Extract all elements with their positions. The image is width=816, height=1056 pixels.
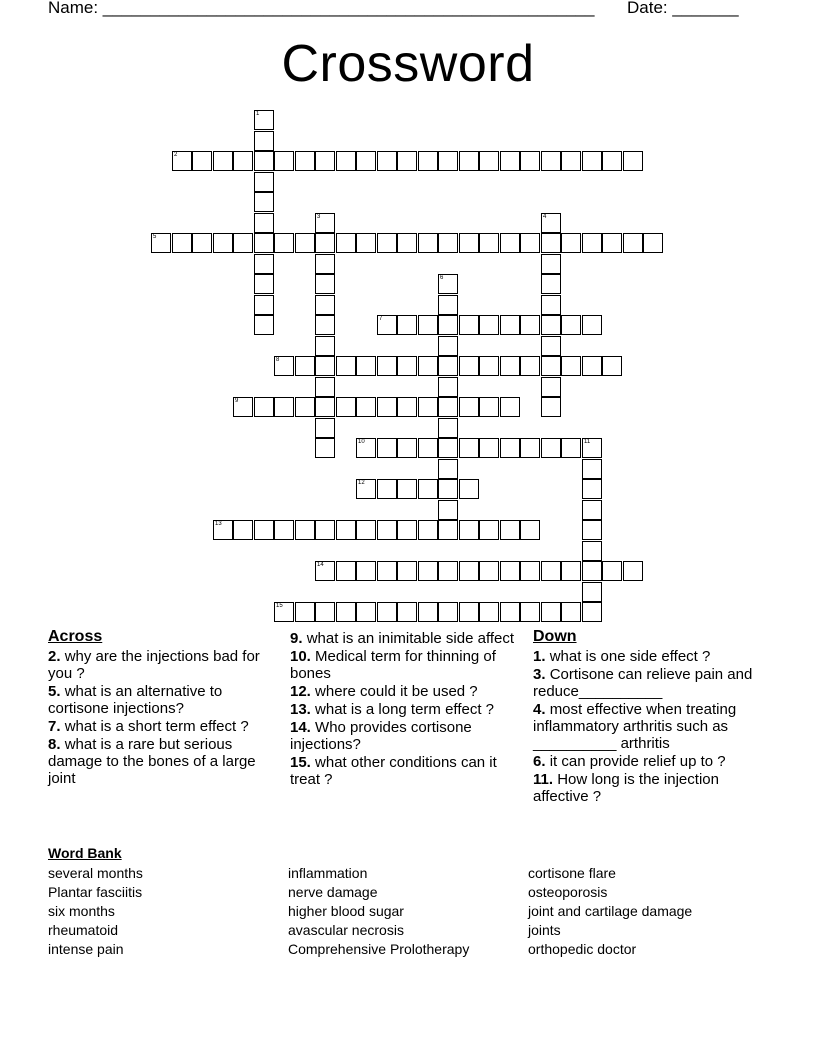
grid-cell[interactable] [582, 479, 602, 499]
clue-across-13: 13. what is a long term effect ? [290, 701, 495, 718]
grid-cell[interactable] [377, 233, 397, 253]
grid-cell[interactable] [582, 233, 602, 253]
grid-cell[interactable] [254, 274, 274, 294]
grid-cell[interactable] [397, 438, 417, 458]
clue-number: 15 [276, 603, 283, 609]
grid-cell[interactable] [459, 438, 479, 458]
grid-cell[interactable] [274, 233, 294, 253]
word-bank-item: intense pain [48, 941, 124, 957]
grid-cell[interactable] [274, 151, 294, 171]
clue-across-9: 9. what is an inimitable side affect [290, 630, 515, 647]
word-bank-col-3 [528, 864, 692, 959]
grid-cell[interactable] [295, 151, 315, 171]
grid-cell[interactable] [541, 397, 561, 417]
grid-cell[interactable] [356, 233, 376, 253]
grid-cell[interactable] [438, 377, 458, 397]
clue-number: 7 [379, 316, 383, 322]
grid-cell[interactable] [397, 356, 417, 376]
grid-cell[interactable] [438, 561, 458, 581]
grid-cell[interactable] [356, 397, 376, 417]
grid-cell[interactable] [438, 520, 458, 540]
grid-cell[interactable] [356, 356, 376, 376]
grid-cell[interactable] [315, 561, 335, 581]
clue-number: 5 [153, 234, 157, 240]
grid-cell[interactable] [541, 315, 561, 335]
clue-number: 8 [276, 357, 280, 363]
grid-cell[interactable] [500, 315, 520, 335]
word-bank-item: orthopedic doctor [528, 941, 637, 957]
grid-cell[interactable] [582, 315, 602, 335]
grid-cell[interactable] [561, 151, 581, 171]
grid-cell[interactable] [541, 377, 561, 397]
grid-cell[interactable] [315, 438, 335, 458]
grid-cell[interactable] [541, 213, 561, 233]
grid-cell[interactable] [561, 356, 581, 376]
grid-cell[interactable] [582, 520, 602, 540]
clue-across-14: 14. Who provides cortisone injections? [290, 719, 472, 753]
grid-cell[interactable] [418, 561, 438, 581]
word-bank-item: joints [528, 922, 561, 938]
grid-cell[interactable] [356, 479, 376, 499]
grid-cell[interactable] [520, 602, 540, 622]
clue-down-3: 3. Cortisone can relieve pain and reduce__________ [533, 666, 753, 700]
grid-cell[interactable] [479, 151, 499, 171]
grid-cell[interactable] [520, 520, 540, 540]
grid-cell[interactable] [438, 459, 458, 479]
grid-cell[interactable] [520, 356, 540, 376]
grid-cell[interactable] [336, 561, 356, 581]
grid-cell[interactable] [397, 397, 417, 417]
clue-across-8: 8. what is a rare but serious damage to the bones of a large joint [48, 736, 256, 787]
grid-cell[interactable] [172, 233, 192, 253]
grid-cell[interactable] [582, 561, 602, 581]
grid-cell[interactable] [561, 438, 581, 458]
grid-cell[interactable] [315, 602, 335, 622]
clue-down-4: 4. most effective when treating inflammatory arthritis such as __________ arthritis [533, 701, 737, 752]
grid-cell[interactable] [315, 213, 335, 233]
grid-cell[interactable] [377, 397, 397, 417]
grid-cell[interactable] [295, 520, 315, 540]
clue-across-15: 15. what other conditions can it treat ? [290, 754, 497, 788]
grid-cell[interactable] [520, 233, 540, 253]
grid-cell[interactable] [377, 520, 397, 540]
word-bank-item: avascular necrosis [288, 922, 404, 938]
grid-cell[interactable] [397, 561, 417, 581]
grid-cell[interactable] [479, 438, 499, 458]
word-bank-item: cortisone flare [528, 865, 616, 881]
grid-cell[interactable] [254, 315, 274, 335]
grid-cell[interactable] [500, 602, 520, 622]
grid-cell[interactable] [356, 561, 376, 581]
clue-down-1: 1. what is one side effect ? [533, 648, 711, 665]
grid-cell[interactable] [397, 479, 417, 499]
grid-cell[interactable] [541, 356, 561, 376]
grid-cell[interactable] [459, 315, 479, 335]
grid-cell[interactable] [336, 233, 356, 253]
down-clues [533, 628, 758, 806]
grid-cell[interactable] [418, 233, 438, 253]
grid-cell[interactable] [459, 151, 479, 171]
grid-cell[interactable] [418, 151, 438, 171]
clue-number: 2 [174, 152, 178, 158]
grid-cell[interactable] [602, 233, 622, 253]
clue-across-7: 7. what is a short term effect ? [48, 718, 249, 735]
grid-cell[interactable] [233, 520, 253, 540]
clue-number: 3 [317, 214, 321, 220]
clue-number: 13 [215, 521, 222, 527]
grid-cell[interactable] [561, 315, 581, 335]
grid-cell[interactable] [172, 151, 192, 171]
grid-cell[interactable] [418, 438, 438, 458]
grid-cell[interactable] [459, 520, 479, 540]
grid-cell[interactable] [192, 233, 212, 253]
grid-cell[interactable] [582, 356, 602, 376]
grid-cell[interactable] [438, 418, 458, 438]
name-field[interactable]: Name: ____________________________________________________ [48, 0, 595, 17]
word-bank-item: higher blood sugar [288, 903, 404, 919]
grid-cell[interactable] [643, 233, 663, 253]
grid-cell[interactable] [274, 356, 294, 376]
grid-cell[interactable] [418, 520, 438, 540]
grid-cell[interactable] [315, 315, 335, 335]
word-bank-title: Word Bank [48, 845, 122, 861]
grid-cell[interactable] [541, 274, 561, 294]
grid-cell[interactable] [397, 520, 417, 540]
word-bank-item: rheumatoid [48, 922, 119, 938]
grid-cell[interactable] [500, 356, 520, 376]
grid-cell[interactable] [397, 151, 417, 171]
grid-cell[interactable] [254, 520, 274, 540]
grid-cell[interactable] [254, 397, 274, 417]
across-clues-col1 [48, 628, 268, 788]
grid-cell[interactable] [438, 151, 458, 171]
grid-cell[interactable] [233, 397, 253, 417]
grid-cell[interactable] [254, 172, 274, 192]
grid-cell[interactable] [254, 192, 274, 212]
grid-cell[interactable] [479, 520, 499, 540]
grid-cell[interactable] [377, 479, 397, 499]
grid-cell[interactable] [254, 213, 274, 233]
grid-cell[interactable] [315, 336, 335, 356]
grid-cell[interactable] [541, 254, 561, 274]
across-heading: Across [48, 628, 103, 645]
grid-cell[interactable] [315, 274, 335, 294]
grid-cell[interactable] [561, 561, 581, 581]
grid-cell[interactable] [520, 151, 540, 171]
grid-cell[interactable] [623, 151, 643, 171]
clue-number: 11 [584, 439, 591, 445]
date-field[interactable]: Date: _______ [627, 0, 739, 17]
grid-cell[interactable] [295, 397, 315, 417]
grid-cell[interactable] [254, 254, 274, 274]
grid-cell[interactable] [213, 151, 233, 171]
word-bank-item: joint and cartilage damage [528, 903, 693, 919]
grid-cell[interactable] [500, 151, 520, 171]
grid-cell[interactable] [623, 233, 643, 253]
grid-cell[interactable] [254, 233, 274, 253]
across-clues-col2 [290, 630, 515, 789]
clue-number: 9 [235, 398, 239, 404]
grid-cell[interactable] [397, 233, 417, 253]
grid-cell[interactable] [254, 151, 274, 171]
grid-cell[interactable] [315, 356, 335, 376]
grid-cell[interactable] [315, 233, 335, 253]
grid-cell[interactable] [438, 356, 458, 376]
grid-cell[interactable] [274, 397, 294, 417]
grid-cell[interactable] [254, 295, 274, 315]
grid-cell[interactable] [233, 151, 253, 171]
grid-cell[interactable] [438, 315, 458, 335]
grid-cell[interactable] [315, 254, 335, 274]
clue-number: 6 [440, 275, 444, 281]
grid-cell[interactable] [541, 602, 561, 622]
grid-cell[interactable] [336, 356, 356, 376]
page-title: Crossword [281, 35, 535, 93]
grid-cell[interactable] [418, 602, 438, 622]
grid-cell[interactable] [274, 602, 294, 622]
grid-cell[interactable] [582, 459, 602, 479]
grid-cell[interactable] [459, 233, 479, 253]
grid-cell[interactable] [438, 438, 458, 458]
grid-cell[interactable] [274, 520, 294, 540]
grid-cell[interactable] [418, 315, 438, 335]
grid-cell[interactable] [438, 233, 458, 253]
grid-cell[interactable] [295, 602, 315, 622]
grid-cell[interactable] [541, 151, 561, 171]
grid-cell[interactable] [479, 233, 499, 253]
grid-cell[interactable] [541, 233, 561, 253]
grid-cell[interactable] [315, 418, 335, 438]
grid-cell[interactable] [377, 315, 397, 335]
grid-cell[interactable] [582, 151, 602, 171]
clue-across-5: 5. what is an alternative to cortisone injections? [48, 683, 223, 717]
grid-cell[interactable] [254, 131, 274, 151]
clue-number: 1 [256, 111, 260, 117]
grid-cell[interactable] [336, 151, 356, 171]
word-bank-item: several months [48, 865, 143, 881]
down-heading: Down [533, 628, 577, 645]
grid-cell[interactable] [438, 500, 458, 520]
clue-across-10: 10. Medical term for thinning of bones [290, 648, 496, 682]
grid-cell[interactable] [213, 520, 233, 540]
grid-cell[interactable] [315, 151, 335, 171]
grid-cell[interactable] [356, 520, 376, 540]
grid-cell[interactable] [356, 438, 376, 458]
grid-cell[interactable] [541, 336, 561, 356]
grid-cell[interactable] [377, 561, 397, 581]
grid-cell[interactable] [500, 438, 520, 458]
word-bank-item: inflammation [288, 865, 368, 881]
grid-cell[interactable] [315, 397, 335, 417]
grid-cell[interactable] [336, 397, 356, 417]
grid-cell[interactable] [520, 561, 540, 581]
grid-cell[interactable] [582, 582, 602, 602]
grid-cell[interactable] [356, 151, 376, 171]
grid-cell[interactable] [500, 520, 520, 540]
grid-cell[interactable] [438, 274, 458, 294]
grid-cell[interactable] [459, 356, 479, 376]
grid-cell[interactable] [213, 233, 233, 253]
grid-cell[interactable] [561, 233, 581, 253]
grid-cell[interactable] [541, 438, 561, 458]
grid-cell[interactable] [254, 110, 274, 130]
word-bank-item: nerve damage [288, 884, 378, 900]
grid-cell[interactable] [377, 438, 397, 458]
grid-cell[interactable] [151, 233, 171, 253]
grid-cell[interactable] [336, 602, 356, 622]
grid-cell[interactable] [602, 561, 622, 581]
clue-number: 4 [543, 214, 547, 220]
grid-cell[interactable] [541, 295, 561, 315]
clue-down-11: 11. How long is the injection affective ? [533, 771, 719, 805]
word-bank-item: Plantar fasciitis [48, 884, 143, 900]
grid-cell[interactable] [500, 397, 520, 417]
grid-cell[interactable] [500, 561, 520, 581]
grid-cell[interactable] [336, 520, 356, 540]
word-bank-item: Comprehensive Prolotherapy [288, 941, 470, 957]
grid-cell[interactable] [459, 602, 479, 622]
grid-cell[interactable] [459, 561, 479, 581]
grid-cell[interactable] [192, 151, 212, 171]
word-bank-col-1 [48, 864, 143, 959]
grid-cell[interactable] [438, 336, 458, 356]
grid-cell[interactable] [479, 602, 499, 622]
grid-cell[interactable] [397, 602, 417, 622]
clue-number: 14 [317, 562, 324, 568]
grid-cell[interactable] [418, 479, 438, 499]
grid-cell[interactable] [582, 541, 602, 561]
clue-number: 12 [358, 480, 365, 486]
grid-cell[interactable] [295, 356, 315, 376]
grid-cell[interactable] [459, 397, 479, 417]
grid-cell[interactable] [295, 233, 315, 253]
grid-cell[interactable] [459, 479, 479, 499]
grid-cell[interactable] [561, 602, 581, 622]
clue-across-12: 12. where could it be used ? [290, 683, 478, 700]
grid-cell[interactable] [397, 315, 417, 335]
grid-cell[interactable] [315, 295, 335, 315]
grid-cell[interactable] [541, 561, 561, 581]
grid-cell[interactable] [233, 233, 253, 253]
word-bank-item: osteoporosis [528, 884, 608, 900]
grid-cell[interactable] [582, 602, 602, 622]
grid-cell[interactable] [602, 151, 622, 171]
grid-cell[interactable] [602, 356, 622, 376]
grid-cell[interactable] [582, 500, 602, 520]
clue-across-2: 2. why are the injections bad for you ? [48, 648, 260, 682]
word-bank-col-2 [288, 864, 469, 959]
clue-down-6: 6. it can provide relief up to ? [533, 753, 726, 770]
grid-cell[interactable] [315, 377, 335, 397]
grid-cell[interactable] [479, 561, 499, 581]
grid-cell[interactable] [582, 438, 602, 458]
grid-cell[interactable] [377, 151, 397, 171]
grid-cell[interactable] [500, 233, 520, 253]
clue-number: 10 [358, 439, 365, 445]
grid-cell[interactable] [418, 397, 438, 417]
grid-cell[interactable] [520, 438, 540, 458]
grid-cell[interactable] [623, 561, 643, 581]
grid-cell[interactable] [479, 397, 499, 417]
grid-cell[interactable] [315, 520, 335, 540]
word-bank-item: six months [48, 903, 115, 919]
grid-cell[interactable] [520, 315, 540, 335]
grid-cell[interactable] [438, 397, 458, 417]
grid-cell[interactable] [438, 295, 458, 315]
grid-cell[interactable] [438, 602, 458, 622]
grid-cell[interactable] [377, 602, 397, 622]
grid-cell[interactable] [418, 356, 438, 376]
grid-cell[interactable] [377, 356, 397, 376]
grid-cell[interactable] [479, 356, 499, 376]
grid-cell[interactable] [479, 315, 499, 335]
grid-cell[interactable] [438, 479, 458, 499]
grid-cell[interactable] [356, 602, 376, 622]
